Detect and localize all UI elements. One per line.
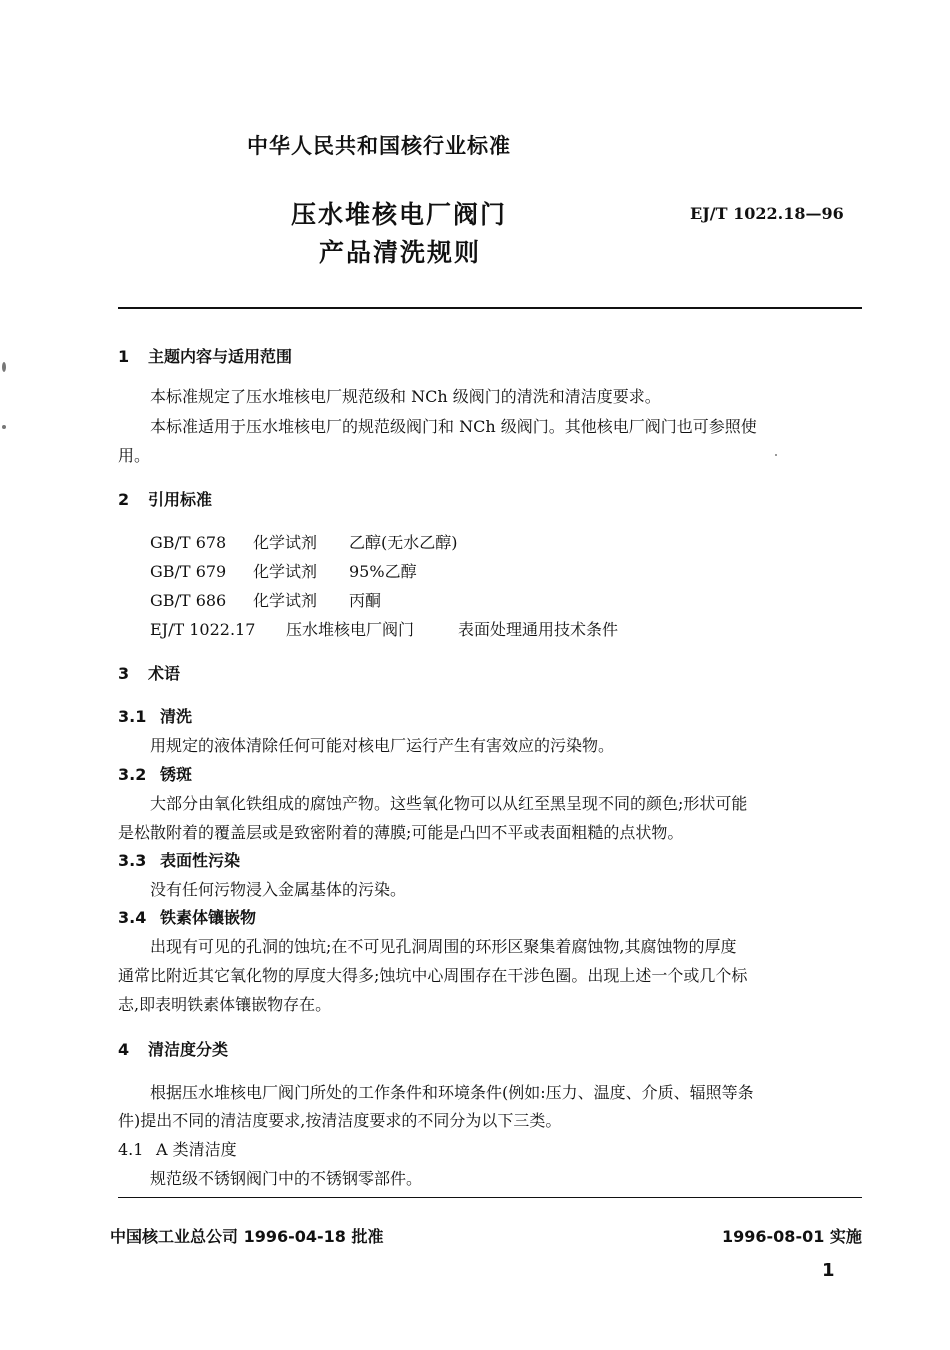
- section-number: 4: [118, 1040, 130, 1059]
- scan-mark: [2, 425, 6, 429]
- document-title-line1: 压水堆核电厂阀门: [291, 200, 508, 229]
- reference-category: 化学试剂: [253, 562, 318, 581]
- section-4-paragraph: 根据压水堆核电厂阀门所处的工作条件和环境条件(例如:压力、温度、介质、辐照等条: [150, 1083, 754, 1102]
- reference-code: EJ/T 1022.17: [150, 620, 256, 639]
- section-1-paragraph-1: 本标准规定了压水堆核电厂规范级和 NCh 级阀门的清洗和清洁度要求。: [150, 387, 661, 406]
- header-divider: [118, 307, 862, 309]
- standard-code: EJ/T 1022.18—96: [690, 204, 844, 223]
- reference-code: GB/T 679: [150, 562, 227, 581]
- term-title: 锈斑: [160, 765, 193, 784]
- term-3-2-definition-cont: 是松散附着的覆盖层或是致密附着的薄膜;可能是凸凹不平或表面粗糙的点状物。: [118, 823, 684, 842]
- section-title: 术语: [148, 664, 181, 683]
- standard-type: 中华人民共和国核行业标准: [247, 134, 511, 158]
- section-1-paragraph-2-cont: 用。: [118, 446, 151, 465]
- term-title: 铁素体镶嵌物: [160, 908, 257, 927]
- term-number: 3.3: [118, 851, 147, 870]
- reference-item: [150, 617, 618, 640]
- term-title: 清洗: [160, 707, 193, 726]
- section-3-heading: [118, 661, 180, 684]
- section-4-heading: [118, 1037, 228, 1060]
- reference-name: 丙酮: [349, 591, 382, 610]
- section-1-heading: [118, 344, 292, 367]
- section-4-paragraph-cont: 件)提出不同的清洁度要求,按清洁度要求的不同分为以下三类。: [118, 1111, 562, 1130]
- subsection-number: 4.1: [118, 1140, 144, 1159]
- reference-category: 压水堆核电厂阀门: [286, 620, 415, 639]
- term-3-4-definition: 出现有可见的孔洞的蚀坑;在不可见孔洞周围的环形区聚集着腐蚀物,其腐蚀物的厚度: [150, 937, 737, 956]
- term-3-4-heading: [118, 905, 256, 928]
- approval-line: 中国核工业总公司 1996-04-18 批准: [110, 1227, 384, 1246]
- implementation-line: 1996-08-01 实施: [722, 1227, 862, 1246]
- section-number: 3: [118, 664, 130, 683]
- term-3-1-definition: 用规定的液体清除任何可能对核电厂运行产生有害效应的污染物。: [150, 736, 615, 755]
- section-title: 清洁度分类: [148, 1040, 229, 1059]
- reference-item: [150, 559, 417, 582]
- term-3-3-heading: [118, 848, 240, 871]
- section-number: 1: [118, 347, 130, 366]
- reference-item: [150, 530, 458, 553]
- term-number: 3.2: [118, 765, 147, 784]
- reference-category: 化学试剂: [253, 591, 318, 610]
- document-title-line2: 产品清洗规则: [319, 238, 482, 267]
- reference-name: 表面处理通用技术条件: [458, 620, 619, 639]
- scan-mark: [2, 362, 6, 372]
- subsection-4-1-text: 规范级不锈钢阀门中的不锈钢零部件。: [150, 1169, 423, 1188]
- term-3-4-definition-cont: 志,即表明铁素体镶嵌物存在。: [118, 995, 332, 1014]
- term-number: 3.4: [118, 908, 147, 927]
- scan-mark: [775, 454, 777, 456]
- section-title: 主题内容与适用范围: [148, 347, 293, 366]
- section-number: 2: [118, 490, 130, 509]
- section-1-paragraph-2: 本标准适用于压水堆核电厂的规范级阀门和 NCh 级阀门。其他核电厂阀门也可参照使: [150, 417, 757, 436]
- term-title: 表面性污染: [160, 851, 241, 870]
- reference-name: 95%乙醇: [349, 562, 417, 581]
- term-3-4-definition-cont: 通常比附近其它氧化物的厚度大得多;蚀坑中心周围存在干涉色圈。出现上述一个或几个标: [118, 966, 748, 985]
- term-3-2-definition: 大部分由氧化铁组成的腐蚀产物。这些氧化物可以从红至黑呈现不同的颜色;形状可能: [150, 794, 748, 813]
- term-number: 3.1: [118, 707, 147, 726]
- reference-item: [150, 588, 381, 611]
- subsection-4-1-heading: [118, 1137, 237, 1160]
- section-2-heading: [118, 487, 212, 510]
- page-number: 1: [822, 1260, 835, 1281]
- reference-name: 乙醇(无水乙醇): [349, 533, 458, 552]
- reference-category: 化学试剂: [253, 533, 318, 552]
- footer-divider: [118, 1197, 862, 1198]
- term-3-2-heading: [118, 762, 192, 785]
- term-3-3-definition: 没有任何污物浸入金属基体的污染。: [150, 880, 407, 899]
- reference-code: GB/T 678: [150, 533, 227, 552]
- reference-code: GB/T 686: [150, 591, 227, 610]
- term-3-1-heading: [118, 704, 192, 727]
- section-title: 引用标准: [148, 490, 213, 509]
- subsection-title: A 类清洁度: [156, 1140, 237, 1159]
